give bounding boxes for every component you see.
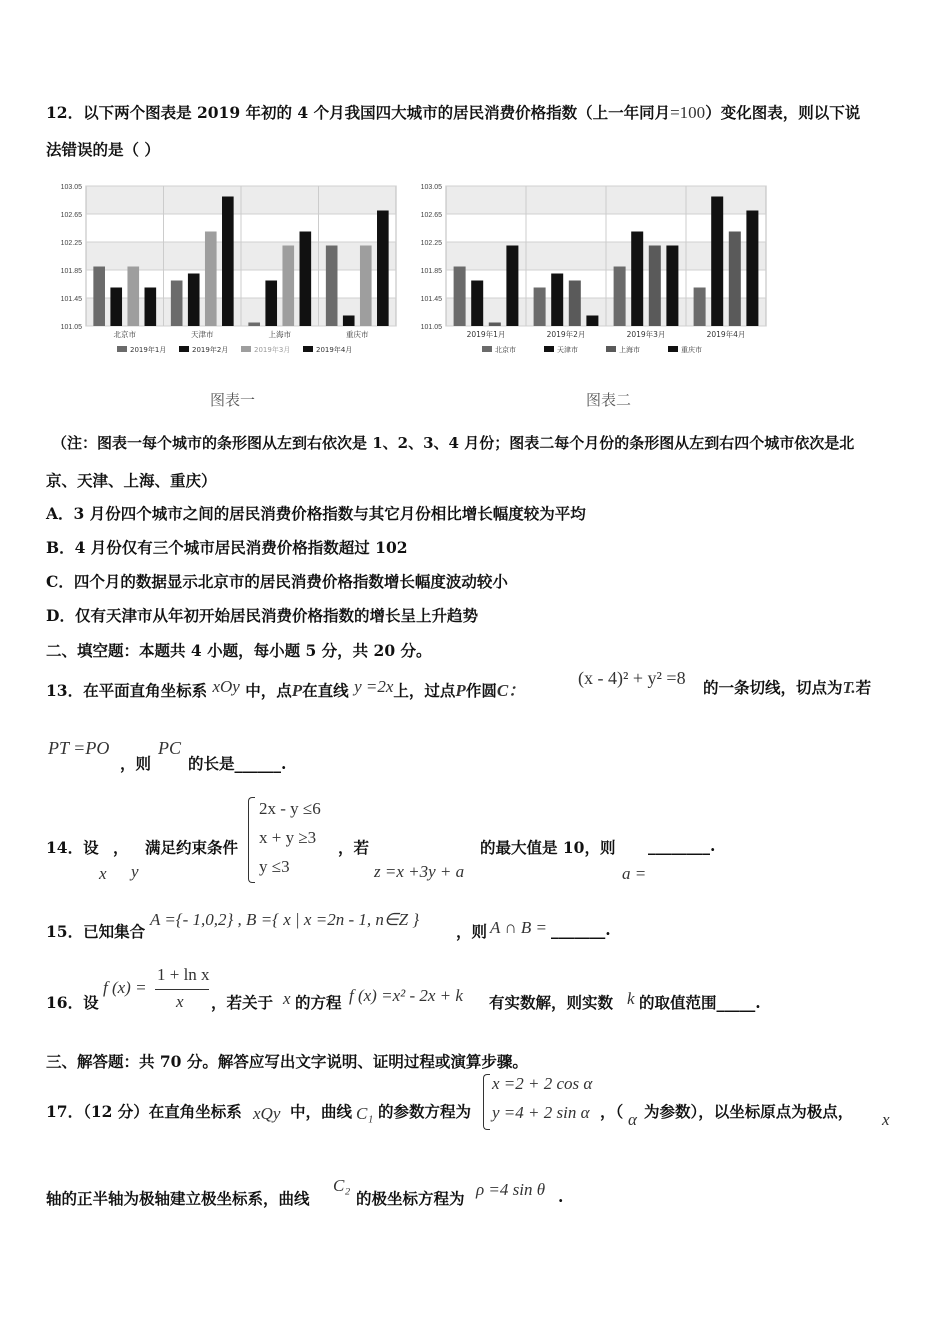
bar: [551, 274, 563, 327]
q13-pt-po: PT =PO: [48, 738, 110, 758]
section-two-heading: 二、填空题：本题共 4 小题，每小题 5 分，共 20 分。: [46, 641, 432, 660]
legend-swatch: [241, 346, 251, 352]
q13-text-1: 13．在平面直角坐标系: [46, 681, 208, 700]
bar: [586, 316, 598, 327]
y-tick-label: 101.05: [420, 324, 442, 331]
q13-line1: [46, 676, 525, 701]
chart-one-caption: 图表一: [210, 391, 256, 409]
q14-label: 14．设: [46, 838, 99, 857]
y-tick-label: 101.85: [60, 268, 82, 275]
q17-brace: [483, 1074, 490, 1130]
bar: [649, 246, 661, 327]
bar: [205, 232, 217, 327]
bar: [222, 197, 234, 327]
chart-two-caption: 图表二: [586, 391, 632, 409]
q12-option-d: D．仅有天津市从年初开始居民消费价格指数的增长呈上升趋势: [46, 606, 478, 625]
q17-curve: 中，曲线: [290, 1102, 353, 1121]
legend-label: 上海市: [619, 346, 640, 354]
q14-constraint-1: 2x - y ≤6: [259, 799, 321, 818]
y-tick-label: 101.85: [420, 268, 442, 275]
y-tick-label: 102.65: [60, 212, 82, 219]
q17-period: .: [558, 1187, 564, 1206]
q15-label: 15．已知集合: [46, 922, 146, 941]
q13-text-4: 上，过点: [393, 681, 456, 700]
chart-one: [50, 178, 400, 363]
legend-swatch: [606, 346, 616, 352]
bar: [729, 232, 741, 327]
bar: [343, 316, 355, 327]
q14-if: ，若: [338, 838, 370, 857]
bar: [300, 232, 312, 327]
y-tick-label: 103.05: [420, 184, 442, 191]
bar: [326, 246, 338, 327]
x-tick-label: 2019年1月: [466, 330, 506, 339]
legend-label: 2019年3月: [254, 346, 291, 354]
x-tick-label: 2019年4月: [706, 330, 746, 339]
q12-eq100: =100: [670, 103, 706, 122]
x-tick-label: 2019年3月: [626, 330, 666, 339]
q15-sets: A ={- 1,0,2} , B ={ x | x =2n - 1, n∈Z }: [150, 910, 420, 929]
q17-alpha: α: [628, 1110, 637, 1129]
q17-c2: C₂: [333, 1176, 351, 1195]
q15-intersection: A ∩ B =: [490, 918, 547, 937]
bar: [694, 288, 706, 327]
q16-real-solution: 有实数解，则实数: [489, 993, 614, 1012]
bar: [454, 267, 466, 327]
q13-t: T.: [842, 678, 856, 697]
q17-xqy: xQy: [253, 1104, 281, 1123]
q13-p: P: [291, 681, 303, 700]
q16-fx: f (x) =: [103, 978, 147, 997]
legend-label: 2019年2月: [192, 346, 229, 354]
q17-paren: ，（: [600, 1102, 624, 1121]
q14-blank: ________.: [648, 836, 716, 855]
bar: [110, 288, 122, 327]
legend-label: 重庆市: [681, 346, 702, 354]
q16-if-about: ，若关于: [211, 993, 274, 1012]
legend-swatch: [303, 346, 313, 352]
q12-text-a: 12．以下两个图表是 2019 年初的 4 个月我国四大城市的居民消费价格指数（上一年同月: [46, 103, 671, 122]
bar: [534, 288, 546, 327]
q15-then: ，则: [456, 922, 488, 941]
q17-polar-text: 的极坐标方程为: [356, 1189, 465, 1208]
q14-objective: z =x +3y + a: [374, 862, 465, 881]
bar: [614, 267, 626, 327]
q12-note-line2: 京、天津、上海、重庆）: [46, 471, 217, 490]
q16-k: k: [627, 989, 635, 1008]
x-tick-label: 重庆市: [346, 330, 369, 339]
q16-equation: f (x) =x² - 2x + k: [349, 986, 463, 1005]
legend-swatch: [482, 346, 492, 352]
q17-param-note: 为参数），以坐标原点为极点，: [644, 1102, 854, 1121]
legend-swatch: [117, 346, 127, 352]
q16-label: 16．设: [46, 993, 99, 1012]
y-tick-label: 102.25: [60, 240, 82, 247]
bar: [127, 267, 139, 327]
q13-text-5: 作圆: [465, 681, 497, 700]
q15-blank: _______.: [551, 920, 611, 939]
q13-pc: PC: [158, 738, 182, 758]
q13-circle-eq: (x - 4)² + y² =8: [578, 668, 686, 688]
bar: [171, 281, 183, 327]
bar: [377, 211, 389, 327]
bar: [188, 274, 200, 327]
legend-swatch: [544, 346, 554, 352]
y-tick-label: 102.65: [420, 212, 442, 219]
legend-label: 2019年4月: [316, 346, 353, 354]
bar: [746, 211, 758, 327]
q12-option-b: B．4 月份仅有三个城市居民消费价格指数超过 102: [46, 538, 408, 557]
q13-text-7: 若: [855, 678, 872, 697]
x-tick-label: 天津市: [191, 330, 214, 339]
y-tick-label: 102.25: [420, 240, 442, 247]
q13-line1-end: [703, 676, 871, 698]
q13-text-3: 在直线: [302, 681, 349, 700]
bar: [506, 246, 518, 327]
q12-note-line1: （注：图表一每个城市的条形图从左到右依次是 1、2、3、4 月份；图表二每个月份的条形图从左到右四个城市依次是北: [52, 434, 855, 452]
q12-text-b: ）变化图表，则以下说: [705, 103, 861, 122]
legend-swatch: [668, 346, 678, 352]
q14-a-eq: a =: [622, 864, 647, 883]
q13-text-2: 中，点: [245, 681, 292, 700]
q17-line2: 轴的正半轴为极轴建立极坐标系，曲线: [46, 1189, 310, 1208]
q14-comma: ，: [113, 838, 129, 857]
bar: [471, 281, 483, 327]
x-tick-label: 上海市: [268, 330, 291, 339]
q17-label: 17．（12 分）在直角坐标系: [46, 1102, 242, 1121]
bar: [489, 323, 501, 327]
q14-x: x: [99, 864, 107, 883]
y-tick-label: 101.45: [420, 296, 442, 303]
q13-p2: P: [455, 681, 466, 700]
q16-equation-text: 的方程: [295, 993, 342, 1012]
q17-polar-eq: ρ =4 sin θ: [476, 1180, 546, 1199]
bar: [666, 246, 678, 327]
q16-fraction-bar: [155, 989, 209, 990]
q12-option-a: A．3 月份四个城市之间的居民消费价格指数与其它月份相比增长幅度较为平均: [46, 504, 586, 523]
bar: [282, 246, 294, 327]
q17-eq-y: y =4 + 2 sin α: [492, 1103, 590, 1122]
bar: [360, 246, 372, 327]
legend-label: 天津市: [557, 346, 578, 354]
q14-constraint-label: 满足约束条件: [145, 838, 239, 857]
q16-denominator: x: [176, 992, 184, 1011]
bar: [569, 281, 581, 327]
chart-two: [410, 178, 770, 363]
legend-label: 北京市: [495, 346, 516, 354]
q14-y: y: [131, 862, 139, 881]
q16-range: 的取值范围_____.: [639, 993, 761, 1012]
bar: [248, 323, 260, 327]
q17-eq-x: x =2 + 2 cos α: [492, 1074, 593, 1093]
y-tick-label: 101.45: [60, 296, 82, 303]
legend-label: 2019年1月: [130, 346, 167, 354]
x-tick-label: 北京市: [113, 330, 136, 339]
bar: [631, 232, 643, 327]
q14-brace: [248, 797, 255, 883]
q17-x: x: [882, 1110, 890, 1129]
y-tick-label: 103.05: [60, 184, 82, 191]
q12-line2: 法错误的是（ ）: [46, 140, 160, 159]
q14-max-text: 的最大值是 10，则: [480, 838, 616, 857]
bar: [265, 281, 277, 327]
q16-x: x: [283, 989, 291, 1008]
q16-numerator: 1 + ln x: [157, 965, 210, 984]
q12-line1: [46, 101, 860, 123]
q13-c: C：: [496, 681, 526, 700]
section-three-heading: 三、解答题：共 70 分。解答应写出文字说明、证明过程或演算步骤。: [46, 1052, 528, 1071]
q12-option-c: C．四个月的数据显示北京市的居民消费价格指数增长幅度波动较小: [46, 572, 508, 591]
q13-text-6: 的一条切线，切点为: [703, 678, 843, 697]
q13-line-eq: y =2x: [354, 677, 394, 696]
bar: [711, 197, 723, 327]
bar: [145, 288, 157, 327]
q17-param-text: 的参数方程为: [378, 1102, 472, 1121]
q13-answer: 的长是______.: [188, 754, 287, 773]
x-tick-label: 2019年2月: [546, 330, 586, 339]
q13-xoy: xOy: [212, 677, 240, 696]
q17-c1: C₁: [356, 1104, 374, 1123]
q13-then: ，则: [120, 754, 152, 773]
q14-constraint-2: x + y ≥3: [259, 828, 317, 847]
legend-swatch: [179, 346, 189, 352]
y-tick-label: 101.05: [60, 324, 82, 331]
q14-constraint-3: y ≤3: [259, 857, 290, 876]
bar: [93, 267, 105, 327]
